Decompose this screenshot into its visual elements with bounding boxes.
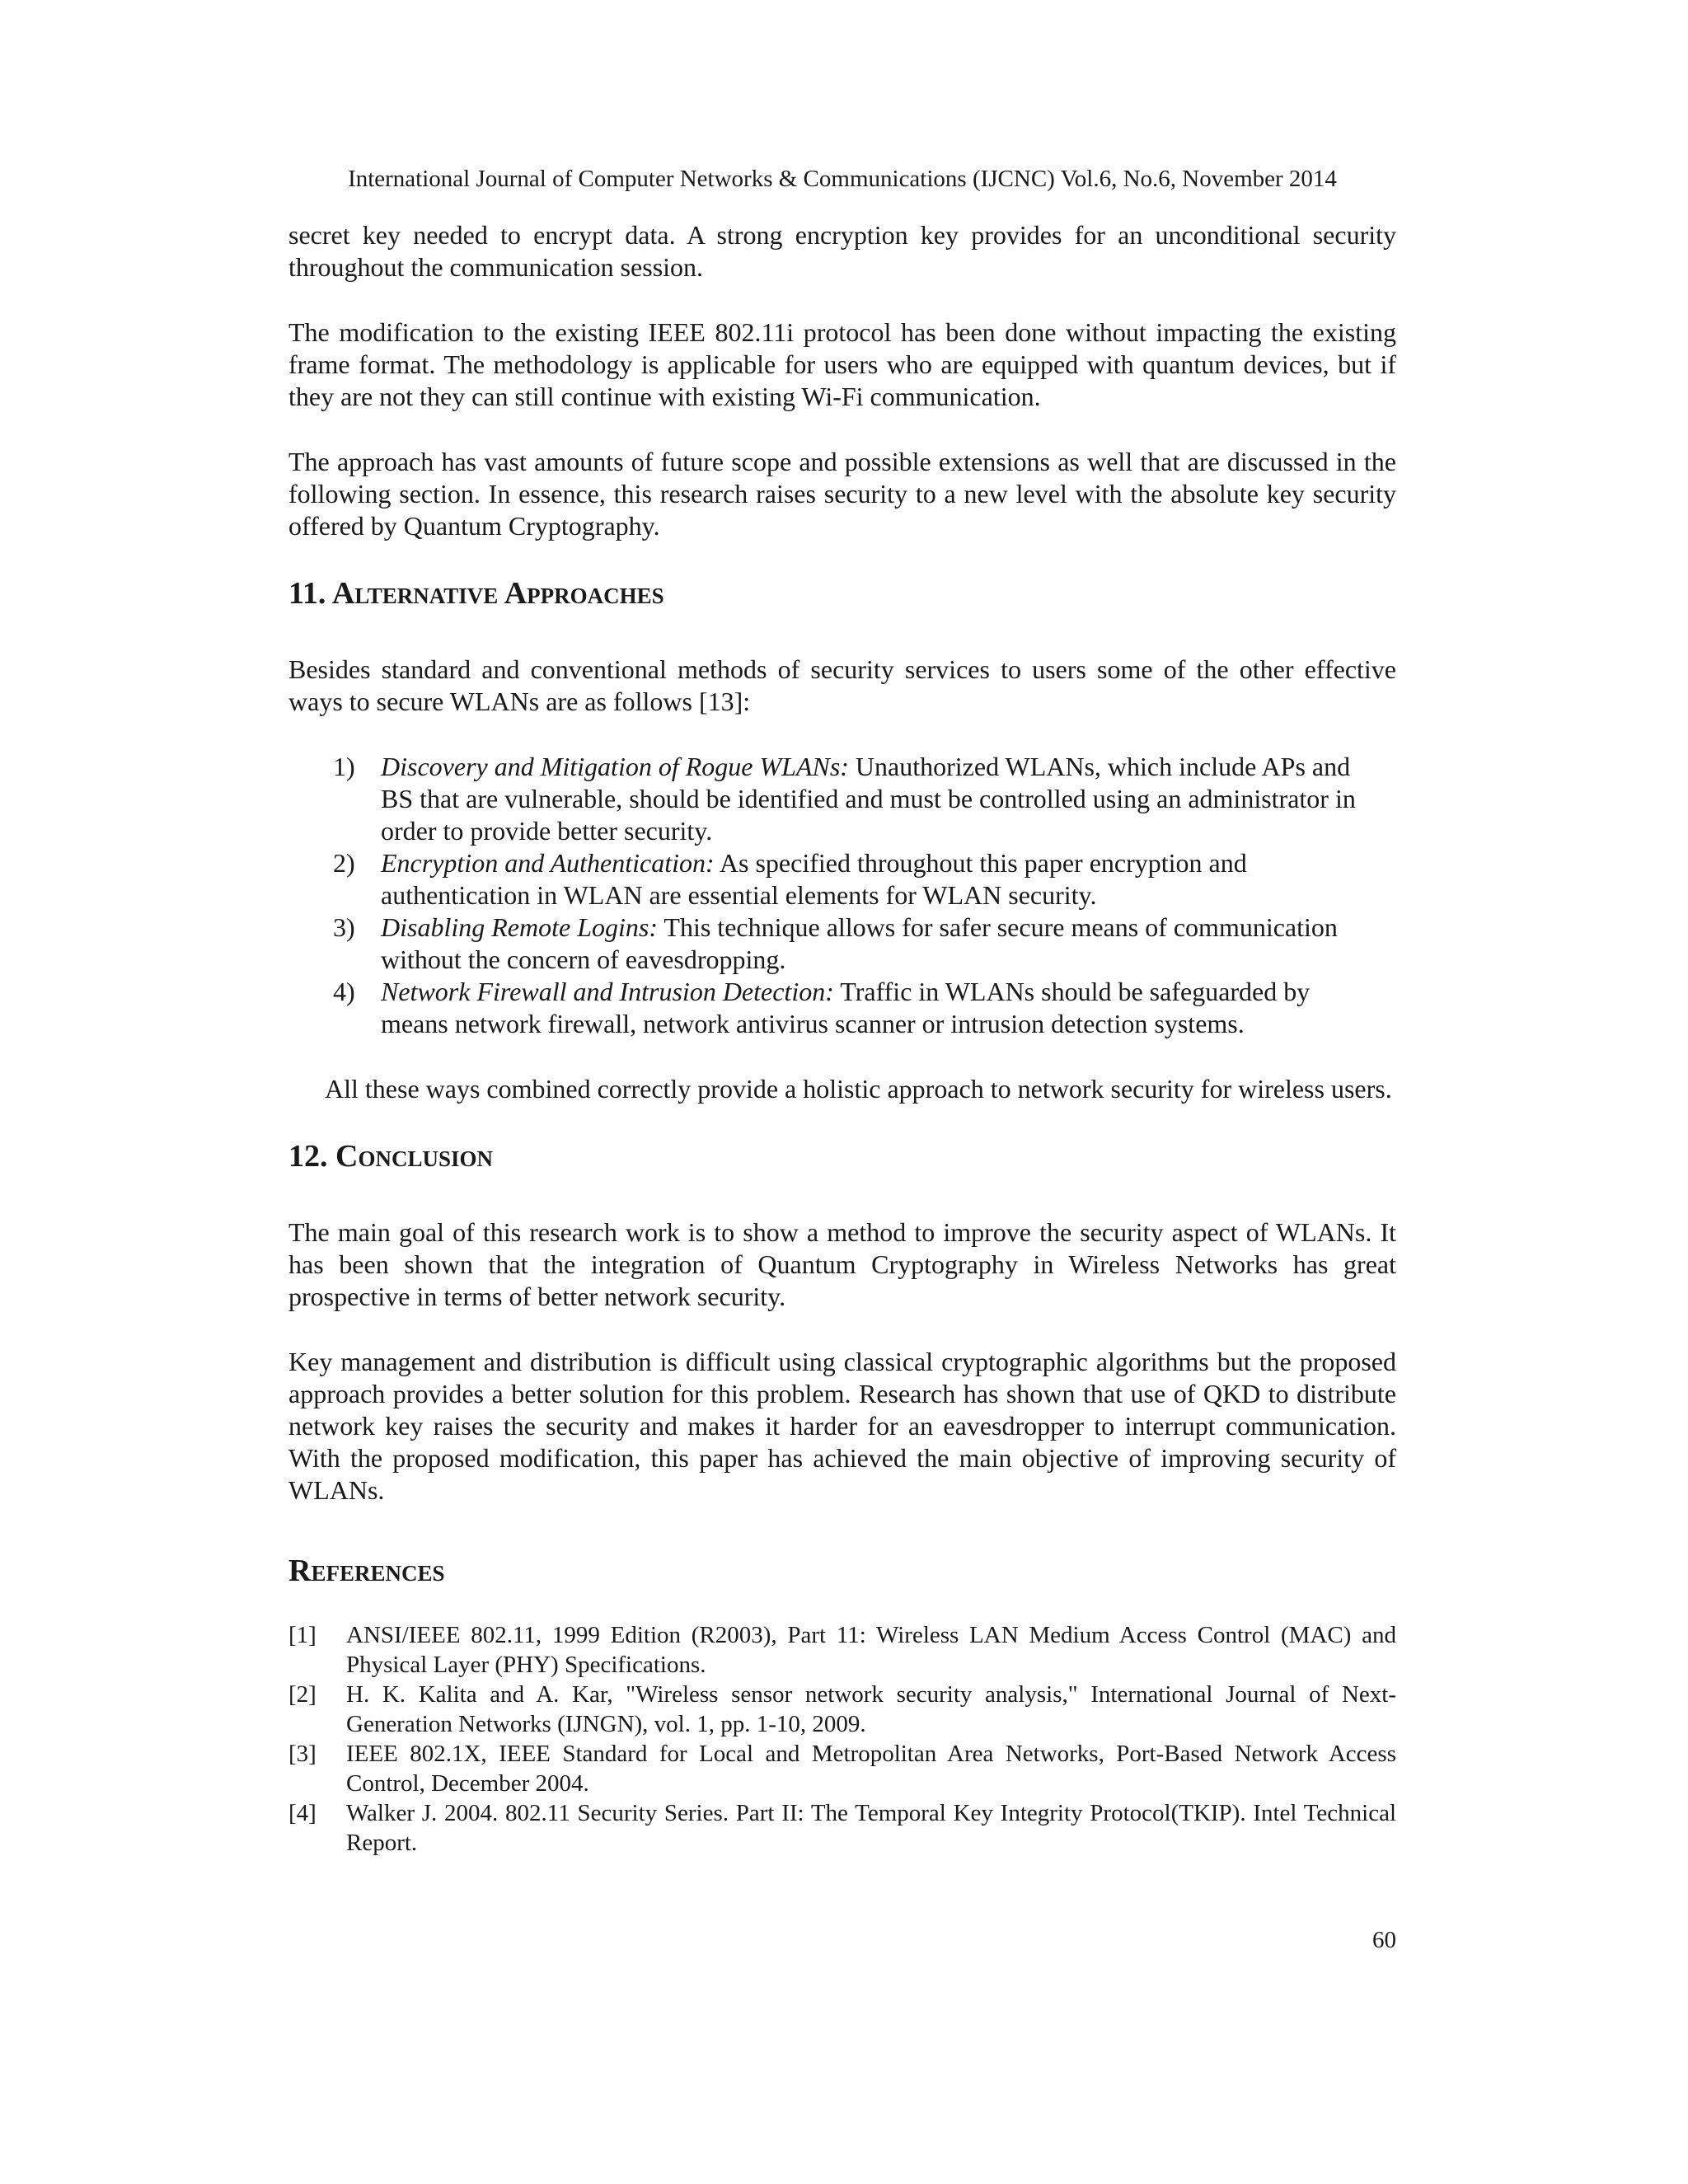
list-item-term: Encryption and Authentication: xyxy=(381,848,715,878)
section-12-heading xyxy=(288,1138,1396,1174)
reference-item xyxy=(288,1680,1396,1739)
reference-text: H. K. Kalita and A. Kar, "Wireless sensor network security analysis," International Journal of Next-Generation Networks (IJNGN), vol. 1, pp. 1-10, 2009. xyxy=(346,1681,1396,1737)
section-11-closing: All these ways combined correctly provide a holistic approach to network security for wireless users. xyxy=(325,1074,1392,1104)
section-12-title: Conclusion xyxy=(335,1139,493,1174)
section-11-intro: Besides standard and conventional methods of security services to users some of the other effective ways to secure WLANs are as follows [13]: xyxy=(288,654,1396,716)
section-12-number: 12. xyxy=(288,1139,328,1174)
list-item-marker: 1) xyxy=(333,752,355,781)
references-heading: References xyxy=(288,1554,445,1588)
intro-paragraph-3: The approach has vast amounts of future scope and possible extensions as well that are discussed in the following section. In essence, this research raises security to a new level with the absolute key security offered by Quantum Cryptography. xyxy=(288,447,1396,541)
list-item-marker: 2) xyxy=(333,848,355,878)
reference-item xyxy=(288,1798,1396,1858)
section-11-title: Alternative Approaches xyxy=(331,576,664,611)
list-item xyxy=(288,751,1396,847)
list-item-term: Disabling Remote Logins: xyxy=(381,912,658,942)
list-item xyxy=(288,847,1396,912)
reference-marker: [4] xyxy=(288,1800,316,1826)
list-item-marker: 4) xyxy=(333,977,355,1006)
reference-marker: [2] xyxy=(288,1681,316,1708)
list-item-text: This technique allows for safer secure means of communication without the concern of eavesdropping. xyxy=(381,912,1338,974)
reference-text: ANSI/IEEE 802.11, 1999 Edition (R2003), Part 11: Wireless LAN Medium Access Control (MAC) and Physical Layer (PHY) Specifications. xyxy=(346,1622,1396,1678)
list-item-marker: 3) xyxy=(333,912,355,942)
paper-page xyxy=(288,0,1396,2184)
section-11-number: 11. xyxy=(288,576,326,611)
references-list xyxy=(288,1620,1396,1858)
reference-marker: [3] xyxy=(288,1741,316,1767)
list-item-term: Discovery and Mitigation of Rogue WLANs: xyxy=(381,752,849,781)
list-item-text: Unauthorized WLANs, which include APs and BS that are vulnerable, should be identified and must be controlled using an administrator in order to provide better security. xyxy=(381,752,1356,846)
reference-text: IEEE 802.1X, IEEE Standard for Local and Metropolitan Area Networks, Port-Based Network Access Control, December 2004. xyxy=(346,1741,1396,1797)
list-item-text: Traffic in WLANs should be safeguarded by means network firewall, network antivirus scanner or intrusion detection systems. xyxy=(381,977,1311,1038)
conclusion-paragraph-2: Key management and distribution is difficult using classical cryptographic algorithms but the proposed approach provides a better solution for this problem. Research has shown that use of QKD to distribute network key raises the security and makes it harder for an eavesdropper to interrupt communication. With the proposed modification, this paper has achieved the main objective of improving security of WLANs. xyxy=(288,1347,1396,1505)
page-number: 60 xyxy=(1372,1927,1396,1953)
body-text xyxy=(288,219,1396,1858)
section-11-heading xyxy=(288,575,1396,612)
reference-item xyxy=(288,1620,1396,1680)
intro-paragraph-1: secret key needed to encrypt data. A strong encryption key provides for an unconditional security throughout the communication session. xyxy=(288,220,1396,282)
list-item xyxy=(288,912,1396,976)
reference-text: Walker J. 2004. 802.11 Security Series. Part II: The Temporal Key Integrity Protocol(TKIP). Intel Technical Report. xyxy=(346,1800,1396,1856)
intro-paragraph-2: The modification to the existing IEEE 802.11i protocol has been done without impacting the existing frame format. The methodology is applicable for users who are equipped with quantum devices, but if they are not they can still continue with existing Wi-Fi communication. xyxy=(288,317,1396,411)
reference-marker: [1] xyxy=(288,1622,316,1648)
list-item-term: Network Firewall and Intrusion Detection: xyxy=(381,977,834,1006)
conclusion-paragraph-1: The main goal of this research work is to show a method to improve the security aspect of WLANs. It has been shown that the integration of Quantum Cryptography in Wireless Networks has great prospective in terms of better network security. xyxy=(288,1217,1396,1311)
reference-item xyxy=(288,1739,1396,1798)
running-header: International Journal of Computer Networks & Communications (IJCNC) Vol.6, No.6, November 2014 xyxy=(348,166,1337,192)
alternative-approaches-list xyxy=(288,751,1396,1040)
list-item xyxy=(288,976,1396,1040)
list-item-text: As specified throughout this paper encryption and authentication in WLAN are essential elements for WLAN security. xyxy=(381,848,1247,910)
